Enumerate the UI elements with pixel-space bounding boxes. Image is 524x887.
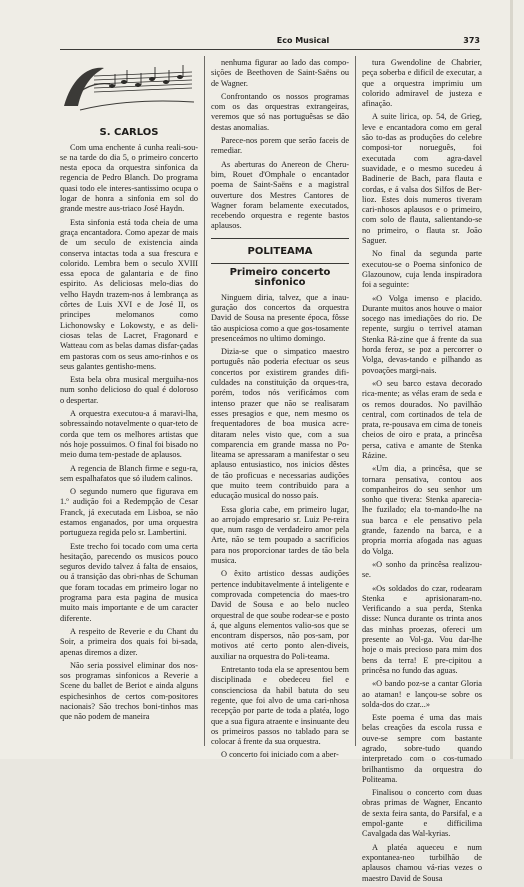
paragraph: «O Volga imenso e placido. Durante muitos anos houve o maior socego nas imediações do rio. De repente, surgiu o terrivel ataman Stenka Rà-zine que á frente da sua horda feroz, se poz a percorrer o Volga, devas-tando e pilhando as povoações margi-nais. [362,293,482,375]
paragraph: O segundo numero que figurava em 1.º audição foi a Redempção de Cesar Franck, já executada em Lisboa, se não estamos enganados, por uma orquestra portugueza regida pelo sr. Lambertini. [60,487,198,538]
column-divider [355,56,356,746]
paragraph: Ninguem diria, talvez, que a inau-guração dos concertos da orquestra David de Sousa na presente época, fôsse tão auspiciosa como a que gos-tosamente presenceámos no ultimo domingo. [211,292,349,343]
paragraph: «Um dia, a princêsa, que se tornara pensativa, contou aos companheiros do seu senhor um sonho que tivera: Stenka aparecia-lhe fuzilado; ela to-mando-lhe na sua barca e ele pensativo pela grande, fazendo na barca, e a propria morria afogada nas aguas do Volga. [362,464,482,556]
publication-title: Eco Musical [276,36,330,45]
paragraph: A suite lirica, op. 54, de Grieg, leve e encantadora como em geral são to-das as produções do celebre composi-tor norueguês, foi executada com agra-davel suavidade, e o mesmo sucedeu á Badinerie de Bach, para flauta e cordas, e á valsa dos Silfos de Ber-lioz. Estes dois numeros tiveram cari-nhosos aplausos e o primeiro, com solo de flauta, salientando-se no primeiro, o flauta sr. João Saguer. [362,112,482,246]
paragraph: Com uma enchente á cunha reali-sou-se na tarde do dia 5, o primeiro concerto nesta epoca da orquestra sinfonica da regencia de Pedro Blanch. Do programa quasi todo ele interes-santissimo ocupa o logar de honra a sinfonia em sol do grande mestre aus-triaco José Haydn. [60,142,198,214]
paragraph: «O sonho da princêsa realizou-se. [362,559,482,580]
paragraph: No final da segunda parte executou-se o Poema sinfonico de Glazounow, cuja lenda inspiradora foi a seguinte: [362,249,482,290]
page-binding-edge [510,0,513,759]
paragraph: «Os soldados do czar, rodearam Stenka e aprisionaram-no. Verificando a sua perda, Stenka disse: Nunca durante os trinta anos das minhas proezas, ofereci um presente ao Vol-ga. Vou dar-lhe hoje o mais precioso para mim dos bens da terra! E pre-cipitou a princêsa no fundo das aguas. [362,583,482,675]
paragraph: Dizia-se que o simpatico maestro português não poderia efectuar os seus concertos por existirem grandes difi-culdades na constituição da orques-tra, porém, todos nós verificámos com intenso prazer que não se realisaram esses presagios e que, nem mesmo os frequentadores de boa musica acre-ditaram neles visto que, com a sua comparencia em grande massa no Po-liteama se apressaram a manifestar o seu aplauso entusiastico, nos inicios dêstes de tão proficuas e necessarias audições que muito teem contribuido para a educação musical do nosso país. [211,347,349,501]
subsection-title: Primeiro concerto sinfonico [229,267,331,289]
paragraph: Finalisou o concerto com duas obras primas de Wagner, Encanto de sexta feira santa, do Parsifal, e a empol-gante e difficilima Cavalgada das Wal-kyrias. [362,788,482,839]
paragraph: Não seria possivel eliminar dos nos-sos programas sinfonicos a Reverie a Scene du ballet de Beriot e ainda alguns espichesinhos de certos com-positores nacionais? São trechos boni-tinhos mas que não podem de maneira [60,660,198,722]
section-rule [211,263,349,264]
paragraph: Entretanto toda ela se apresentou bem disciplinada e obedeceu fiel e conscienciosa da habil batuta do seu regente, que foi alvo de uma cari-nhosa recepção por parte de toda a platéa, logo que a sua figura atraente e insinuante deu os primeiros passos no tablado para se colocar á frente da sua orquestra. [211,665,349,747]
paragraph: A respeito de Reverie e du Chant du Soir, a primeira dos quais foi bi-sada, apenas diremos a dizer. [60,626,198,657]
paragraph: A orquestra executou-a á maravi-lha, sobressaindo notavelmente o quar-teto de corda que tem os melhores artistas que nós hoje possuimos. O final foi bisado no meio duma tem-pestade de aplausos. [60,409,198,460]
paragraph: As aberturas do Anereon de Cheru-bim, Rouet d'Omphale o encantador poema de Saint-Saëns e a magistral ouverture dos Mestres Cantores de Wagner foram belamente executados, recebendo orquestra e regente bastos aplausos. [211,159,349,231]
section-rule [211,238,349,239]
section-title-s-carlos: S. CARLOS [99,127,159,139]
paragraph: Esta bela obra musical merguiha-nos num sonho delicioso do qual é doloroso o despertar. [60,375,198,405]
middle-column [211,58,349,764]
column-divider [204,56,205,746]
page-number: 373 [463,36,480,45]
paragraph: Este trecho foi tocado com uma certa hesitação, parecendo os musicos pouco seguros devido talvez á falta de ensaios, ou á transição das obri-nhas de Schuman que foram tocadas em primeiro logar no programa para esta pagina de musica muito mais importante e de um caracter diferente. [60,541,198,623]
paragraph: Este poema é uma das mais belas creações da escola russa e ouve-se sempre com bastante agrado, sobre-tudo quando interpretado com o cos-tumado brilhantismo da orquestra do Politeama. [362,713,482,784]
paragraph: «O seu barco estava decorado rica-mente; as vélas eram de seda e os remos dourados. No pavilhão central, com cortinados de tela de prata, re-pousava em cima de toneis cheios de oiro e prata, a princêsa persa, cativa e amante de Stenka Rázine. [362,378,482,460]
paragraph: A platéa aqueceu e num expontanea-neo turbilhão de aplausos chamou vá-rias vezes o maestro David de Sousa [362,842,482,883]
paragraph: Esta sinfonia está toda cheia de uma graça encantadora. Como apezar de mais de um seculo de existencia ainda conserva intactas toda a sua frescura e colorido. Lembra bem o seculo XVIII essa epoca de galantaria e de fino espirito. As deliciosas melo-dias do velho Haydn trazem-nos á lembrança as côrtes de Luis XVI e de José II, os principes melomanos como Lichonowsky e Lokowsty, e as deli-ciosas telas de Lacret, Fragonard e Watteau com as belas damas disfar-çadas em pastoras com os seus amo-rinhos e os seus galantes gentisho-mens. [60,217,198,371]
section-title-politeama: POLITEAMA [247,245,313,257]
paragraph: O êxito artistico dessas audições pertence indubitavelmente á inteligente e comprovada competencia do maes-tro David de Sousa e ao belo nucleo orquestral de que soube rodear-se e posto á, que alguns elementos valio-sos que se encontram dispersos, não pos-sam, por motivos até certo ponto alen-diveis, auxiliar na orquestra do Poli-teama. [211,569,349,661]
paragraph: A regencia de Blanch firme e segu-ra, sem espalhafatos que só iludem calinos. [60,463,198,483]
header-rule [60,49,480,50]
left-column [60,58,198,726]
paragraph: O concerto foi iniciado com a aber- [221,750,339,760]
paragraph: Parece-nos porem que serão faceis de remediar. [211,136,349,156]
paragraph: «O bando poz-se a cantar Gloria ao ataman! e lançou-se sobre os solda-dos do czar...» [362,679,482,709]
paragraph: Essa gloria cabe, em primeiro lugar, ao arrojado empresario sr. Luiz Pe-reira que, num rasgo de verdadeiro amor pela Arte, não se tem poupado a sacrificios para nos proporcionar tardes de tão bela musica. [211,504,349,566]
paragraph: Confrontando os nossos programas com os das orquestras extrangeiras, veremos que só nas portuguêsas se dão destas anomalias. [211,91,349,132]
paragraph: tura Gwendoline de Chabrier, peça soberba e dificil de executar, a que a orquestra imprimiu um colorido admiravel de justeza e afinação. [362,58,482,109]
right-column [362,58,482,887]
page-header [60,36,480,50]
music-staff-vignette-icon [60,58,198,113]
paragraph: nenhuma figurar ao lado das compo-sições de Beethoven de Saint-Saëns ou de Wagner. [211,58,349,88]
